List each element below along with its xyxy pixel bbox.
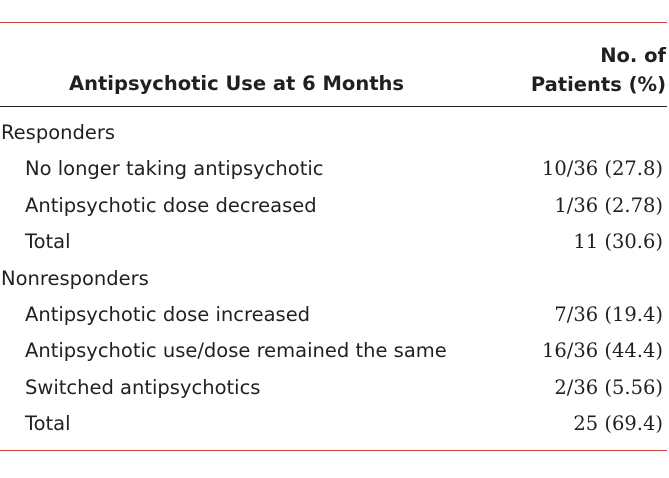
table-row bbox=[0, 152, 667, 188]
group-row-nonresponders bbox=[0, 262, 667, 298]
table-row-total bbox=[0, 225, 667, 261]
table-row bbox=[0, 371, 667, 407]
table-row bbox=[0, 334, 667, 370]
row-label: Antipsychotic use/dose remained the same bbox=[25, 339, 447, 363]
group-row-responders bbox=[0, 116, 667, 152]
row-value: 10/36 (27.8) bbox=[541, 157, 663, 181]
row-label: Antipsychotic dose increased bbox=[25, 302, 311, 326]
row-value: 7/36 (19.4) bbox=[554, 302, 663, 326]
row-label: Switched antipsychotics bbox=[25, 375, 261, 399]
row-label: Total bbox=[25, 412, 71, 436]
table-row-total bbox=[0, 407, 667, 443]
table-row bbox=[0, 298, 667, 334]
table-bottom-rule bbox=[0, 450, 667, 451]
column-header-patients bbox=[531, 41, 666, 99]
row-value: 1/36 (2.78) bbox=[554, 193, 663, 217]
results-table bbox=[0, 22, 667, 451]
row-label: No longer taking antipsychotic bbox=[25, 157, 324, 181]
row-label: Total bbox=[25, 230, 71, 254]
table-body bbox=[0, 107, 667, 450]
table-row bbox=[0, 189, 667, 225]
row-value: 16/36 (44.4) bbox=[541, 339, 663, 363]
row-label: Nonresponders bbox=[1, 266, 149, 290]
row-label: Antipsychotic dose decreased bbox=[25, 193, 317, 217]
row-value: 2/36 (5.56) bbox=[554, 375, 663, 399]
row-value: 25 (69.4) bbox=[573, 412, 663, 436]
column-header-patients-line2: Patients (%) bbox=[530, 73, 666, 96]
row-value: 11 (30.6) bbox=[573, 230, 663, 254]
row-label: Responders bbox=[1, 121, 116, 144]
column-header-antipsychotic-use: Antipsychotic Use at 6 Months bbox=[69, 72, 405, 95]
column-header-patients-line1: No. of bbox=[600, 44, 666, 67]
table-header bbox=[0, 23, 667, 106]
